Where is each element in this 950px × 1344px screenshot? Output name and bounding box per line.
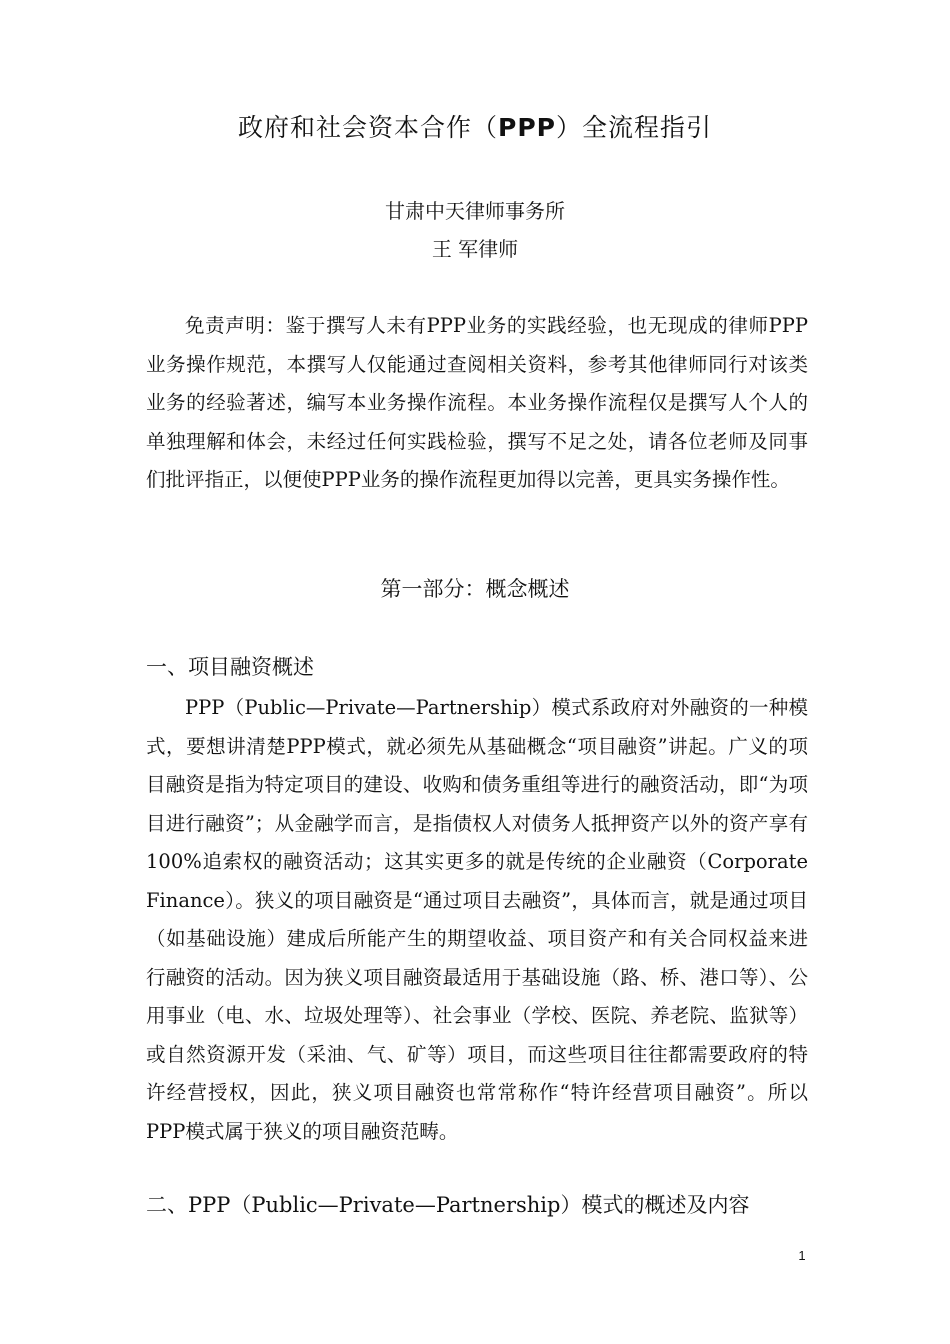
title-text-after: ）全流程指引 — [555, 113, 712, 142]
title-text-bold: PPP — [498, 113, 556, 142]
page-number: 1 — [798, 1248, 806, 1263]
author-name: 王 军律师 — [431, 237, 519, 261]
section-1-paragraph: PPP（Public—Private—Partnership）模式系政府对外融资的一种模式，要想讲清楚PPP模式，就必须先从基础概念“项目融资”讲起。广义的项目融资是指为特定项目的建设、收购和债务重组等进行的融资活动，即“为项目进行融资”；从金融学而言，是指债权人对债务人抵押资产以外的资产享有 100%追索权的融资活动；这其实更多的就是传统的企业融资（Corporate Finance）。狭义的项目融资是“通过项目去融资”，具体而言，就是通过项目（如基础设施）建成后所能产生的期望收益、项目资产和有关合同权益来进行融资的活动。因为狭义项目融资最适用于基础设施（路、桥、港口等）、公用事业（电、水、垃圾处理等）、社会事业（学校、医院、养老院、监狱等）或自然资源开发（采油、气、矿等）项目，而这些项目往往都需要政府的特许经营授权，因此，狭义项目融资也常常称作“特许经营项目融资”。所以PPP模式属于狭义的项目融资范畴。 — [146, 696, 808, 1143]
disclaimer-paragraph: 免责声明：鉴于撰写人未有PPP业务的实践经验，也无现成的律师PPP业务操作规范，本撰写人仅能通过查阅相关资料，参考其他律师同行对该类业务的经验著述，编写本业务操作流程。本业务操作流程仅是撰写人个人的单独理解和体会，未经过任何实践检验，撰写不足之处，请各位老师及同事们批评指正，以便使PPP业务的操作流程更加得以完善，更具实务操作性。 — [146, 314, 808, 491]
title-text-before: 政府和社会资本合作（ — [238, 113, 499, 142]
document-title — [0, 108, 950, 148]
section-heading-2: 二、PPP（Public—Private—Partnership）模式的概述及内容 — [146, 1193, 750, 1217]
part-heading: 第一部分：概念概述 — [380, 577, 570, 601]
law-firm-name: 甘肃中天律师事务所 — [385, 199, 565, 223]
section-heading-1: 一、项目融资概述 — [146, 655, 314, 679]
